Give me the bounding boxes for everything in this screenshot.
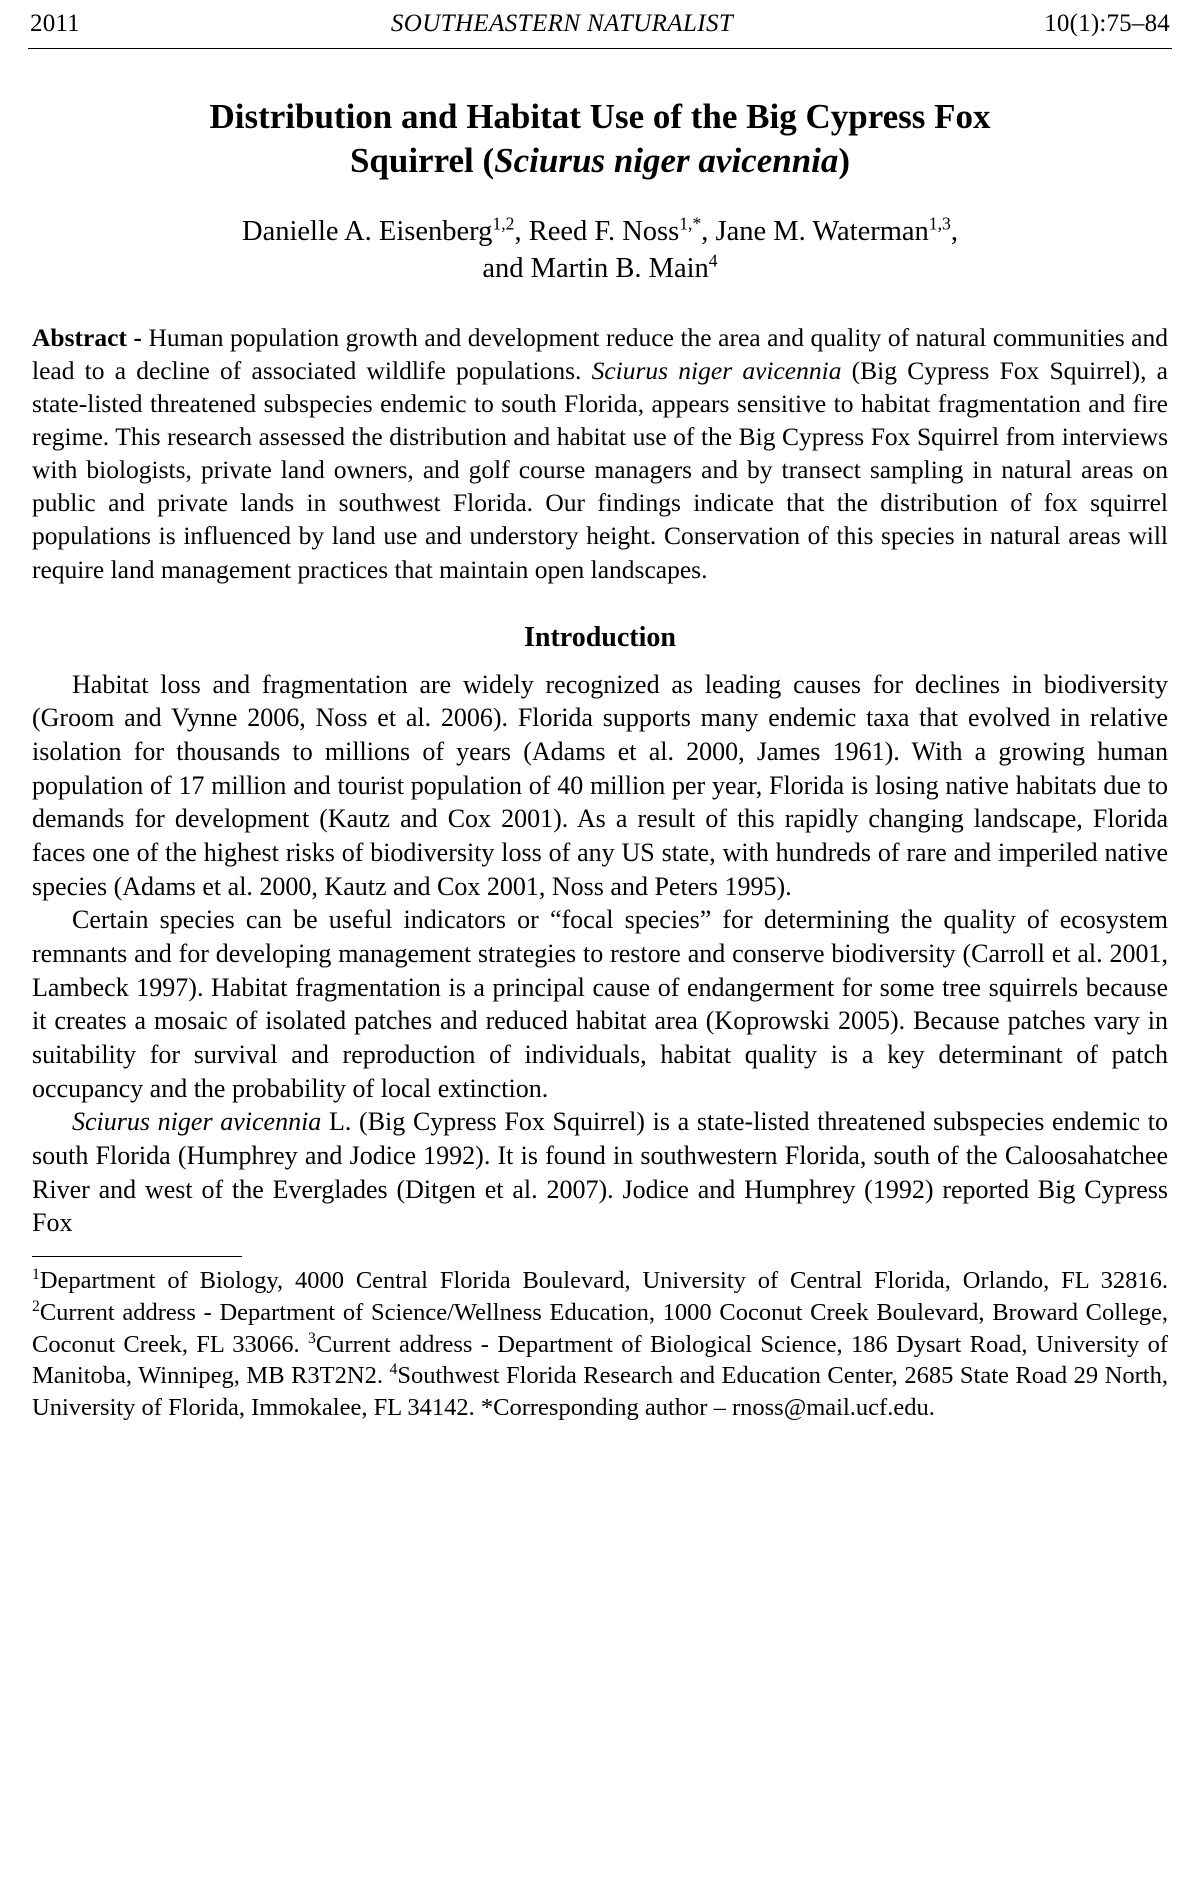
running-head bbox=[26, 0, 1174, 38]
footnote-marker-4: 4 bbox=[389, 1361, 398, 1379]
running-head-citation: 10(1):75–84 bbox=[1044, 10, 1170, 37]
running-head-journal: SOUTHEASTERN NATURALIST bbox=[390, 10, 734, 37]
section-heading-introduction: Introduction bbox=[524, 621, 676, 653]
author-4-affiliation: 4 bbox=[708, 250, 718, 271]
title-line-2-suffix: ) bbox=[838, 140, 851, 180]
intro-paragraph-2: Certain species can be useful indicators or “focal species” for determining the quality of ecosystem remnants and for developing management strategies to restore and conserve biodiversity (Carroll et al. 2001, Lambeck 1997). Habitat fragmentation is a principal cause of endangerment for some tree squirrels because it creates a mosaic of isolated patches and reduced habitat area (Koprowski 2005). Because patches vary in suitability for survival and reproduction of individuals, habitat quality is a key determinant of patch occupancy and the probability of local extinction. bbox=[32, 905, 1168, 1103]
author-1-affiliation: 1,2 bbox=[492, 213, 515, 233]
author-2-affiliation: 1,* bbox=[679, 213, 702, 233]
footnote-text-4: Southwest Florida Research and Education Center, 2685 State Road 29 North, University of Florida, Immokalee, FL 34142. *Corresponding author – rnoss@mail.ucf.edu. bbox=[32, 1362, 1168, 1422]
footnote-marker-3: 3 bbox=[307, 1329, 316, 1347]
abstract-label: Abstract - bbox=[32, 322, 142, 352]
footnote-text-3: Current address - Department of Biological Science, 186 Dysart Road, University of Manitoba, Winnipeg, MB R3T2N2. bbox=[32, 1330, 1168, 1390]
author-4: and Martin B. Main bbox=[482, 252, 709, 284]
author-line-1-comma: , bbox=[950, 215, 958, 247]
footnote-text-1: Department of Biology, 4000 Central Florida Boulevard, University of Central Florida, Orlando, FL 32816. bbox=[39, 1266, 1168, 1294]
intro-paragraph-3-species: Sciurus niger avicennia bbox=[72, 1107, 322, 1137]
footnote-text-2: Current address - Department of Science/Wellness Education, 1000 Coconut Creek Boulevard, Broward College, Coconut Creek, FL 33066. bbox=[32, 1298, 1168, 1358]
intro-paragraph-3 bbox=[32, 1105, 1168, 1240]
footnote-marker-1: 1 bbox=[32, 1265, 40, 1283]
abstract bbox=[32, 321, 1168, 586]
author-3-affiliation: 1,3 bbox=[928, 213, 951, 233]
running-head-year: 2011 bbox=[30, 10, 80, 37]
abstract-part-1: Human population growth and development reduce the area and quality of natural communities and lead to a decline of associated wildlife populations. bbox=[32, 322, 1169, 385]
author-2: , Reed F. Noss bbox=[514, 215, 680, 247]
footnote-affiliations bbox=[32, 1265, 1168, 1424]
abstract-species-name: Sciurus niger avicennia bbox=[591, 355, 842, 385]
intro-paragraph-1: Habitat loss and fragmentation are widely recognized as leading causes for declines in biodiversity (Groom and Vynne 2006, Noss et al. 2006). Florida supports many endemic taxa that evolved in relative isolation for thousands to millions of years (Adams et al. 2000, James 1961). With a growing human population of 17 million and tourist population of 40 million per year, Florida is losing native habitats due to demands for development (Kautz and Cox 2001). As a result of this rapidly changing landscape, Florida faces one of the highest risks of biodiversity loss of any US state, with hundreds of rare and imperiled native species (Adams et al. 2000, Kautz and Cox 2001, Noss and Peters 1995). bbox=[32, 669, 1168, 901]
title-line-1: Distribution and Habitat Use of the Big Cypress Fox bbox=[209, 97, 991, 136]
intro-paragraph-3-rest: L. (Big Cypress Fox Squirrel) is a state-listed threatened subspecies endemic to south Florida (Humphrey and Jodice 1992). It is found in southwestern Florida, south of the Caloosahatchee River and west of the Everglades (Ditgen et al. 2007). Jodice and Humphrey (1992) reported Big Cypress Fox bbox=[32, 1107, 1168, 1238]
footnote-divider bbox=[32, 1256, 242, 1257]
page-title bbox=[86, 95, 1114, 183]
title-species-name: Sciurus niger avicennia bbox=[494, 140, 839, 180]
author-3: , Jane M. Waterman bbox=[701, 215, 929, 247]
footnote-marker-2: 2 bbox=[32, 1297, 40, 1315]
abstract-part-2: (Big Cypress Fox Squirrel), a state-listed threatened subspecies endemic to south Florida, appears sensitive to habitat fragmentation and fire regime. This research assessed the distribution and habitat use of the Big Cypress Fox Squirrel from interviews with biologists, private land owners, and golf course managers and by transect sampling in natural areas on public and private lands in southwest Florida. Our findings indicate that the distribution of fox squirrel populations is influenced by land use and understory height. Conservation of this species in natural areas will require land management practices that maintain open landscapes. bbox=[32, 355, 1168, 584]
author-1: Danielle A. Eisenberg bbox=[242, 215, 493, 247]
title-line-2-prefix: Squirrel ( bbox=[349, 140, 495, 180]
header-divider bbox=[28, 48, 1172, 49]
author-list bbox=[106, 213, 1094, 287]
